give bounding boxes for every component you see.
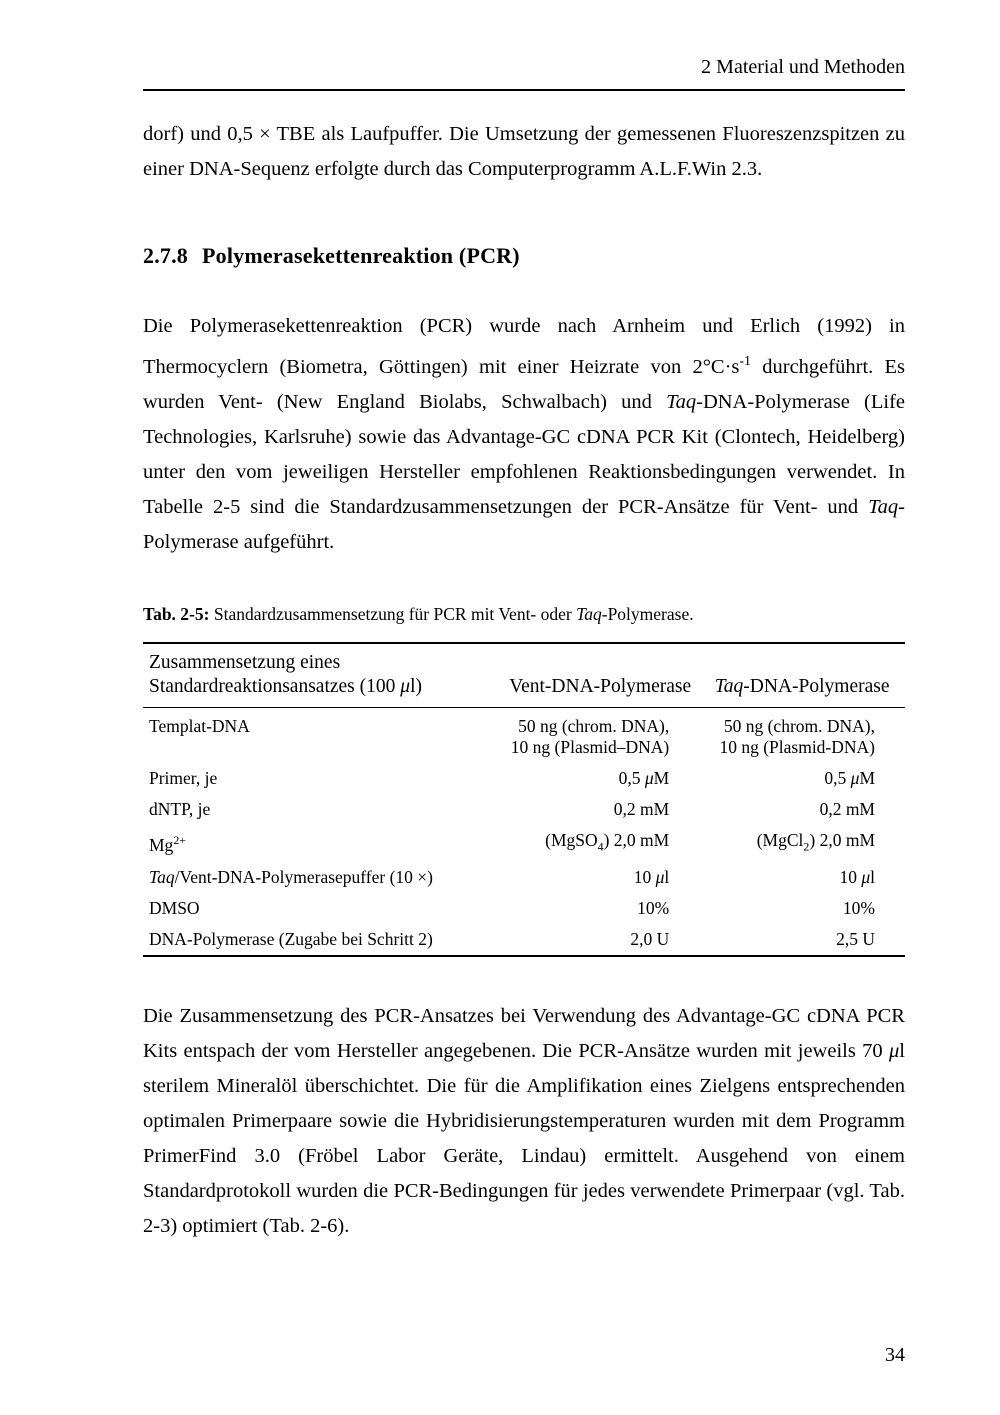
table-cell-vent-value: 0,5 μM (618, 767, 670, 788)
table-cell-vent-value: 10 μl (633, 867, 670, 888)
table-row-mg (143, 825, 905, 863)
pcr-composition-table (143, 642, 905, 958)
closing-paragraph: Die Zusammensetzung des PCR-Ansatzes bei Verwendung des Advantage-GC cDNA PCR Kits entspach der vom Hersteller angegebenen. Die PCR-Ansätze wurden mit jeweils 70 μl sterilem Mineralöl überschichtet. Die für die Amplifikation eines Zielgens entsprechenden optimalen Primerpaare sowie die Hybridisierungstemperaturen wurden mit dem Programm PrimerFind 3.0 (Fröbel Labor Geräte, Lindau) ermittelt. Ausgehend von einem Standardprotokoll wurden die PCR-Bedingungen für jedes verwendete Primerpaar (vgl. Tab. 2-3) optimiert (Tab. 2-6). (143, 1005, 905, 1238)
body-paragraph: Die Polymerasekettenreaktion (PCR) wurde nach Arnheim und Erlich (1992) in Thermocyclern (Biometra, Göttingen) mit einer Heizrate von $2^\circ C\cdot s^{-1}$ durchgeführt. Es wurden Vent- (New England Biolabs, Schwalbach) und Taq-DNA-Polymerase (Life Technologies, Karlsruhe) sowie das Advantage-GC cDNA PCR Kit (Clontech, Heidelberg) unter den vom jeweiligen Hersteller empfohlenen Reaktionsbedingungen verwendet. In Tabelle 2-5 sind die Standardzusammensetzungen der PCR-Ansätze für Vent- und Taq-Polymerase aufgeführt. (143, 315, 906, 553)
page-number: 34 (885, 1344, 905, 1366)
table-row-templat-dna (143, 707, 905, 763)
table-cell-taq-value: 2,5 U (836, 929, 875, 950)
table-cell-label: DNA-Polymerase (Zugabe bei Schritt 2) (149, 929, 433, 950)
table-cell-taq-value: 0,5 μM (824, 767, 875, 788)
table-row-polymerasepuffer (143, 862, 905, 893)
table-header-taq-polymerase: Taq-DNA-Polymerase (699, 643, 905, 708)
table-cell-label: dNTP, je (149, 798, 211, 819)
table-cell-taq-value: 0,2 mM (819, 798, 875, 819)
page-content (143, 0, 905, 1244)
table-row-dmso (143, 893, 905, 924)
section-number: 2.7.8 (143, 243, 188, 268)
table-header-row (143, 643, 905, 708)
table-cell-taq-value: 10 μl (839, 867, 875, 888)
table-cell-label: Templat-DNA (149, 715, 250, 736)
table-row-dna-polymerase (143, 924, 905, 956)
table-cell-taq-value: (MgCl$_2$) 2,0 mM (756, 829, 875, 854)
table-cell-label: Taq/Vent-DNA-Polymerasepuffer (10 ×) (149, 867, 434, 888)
table-cell-vent-value: 2,0 U (630, 929, 670, 950)
table-cell-taq-value: 50 ng (chrom. DNA), 10 ng (Plasmid-DNA) (719, 715, 875, 757)
running-header-text: 2 Material und Methoden (701, 56, 905, 78)
table-cell-label: $Mg^{2+}$ (149, 832, 186, 855)
running-header (143, 0, 905, 91)
table-cell-label: Primer, je (149, 767, 218, 788)
section-title: Polymerasekettenreaktion (PCR) (202, 243, 520, 268)
table-cell-vent-value: 10% (637, 898, 670, 919)
table-cell-vent-value: 50 ng (chrom. DNA), 10 ng (Plasmid–DNA) (510, 715, 670, 757)
table-row-dntp (143, 794, 905, 825)
section-heading (143, 243, 905, 269)
table-cell-vent-value: 0,2 mM (613, 798, 670, 819)
table-cell-taq-value: 10% (842, 898, 875, 919)
intro-paragraph: dorf) und 0,5 × TBE als Laufpuffer. Die Umsetzung der gemessenen Fluoreszenzspitzen zu einer DNA-Sequenz erfolgte durch das Computerprogramm A.L.F.Win 2.3. (143, 123, 905, 180)
table-header-vent-polymerase: Vent-DNA-Polymerase (501, 643, 699, 708)
table-caption: Tab. 2-5: Standardzusammensetzung für PCR mit Vent- oder Taq-Polymerase. (143, 603, 694, 624)
table-cell-vent-value: (MgSO$_4$) 2,0 mM (545, 829, 670, 854)
table-row-primer (143, 763, 905, 794)
table-header-composition: Zusammensetzung eines Standardreaktionsansatzes (100 μl) (143, 643, 501, 708)
table-cell-label: DMSO (149, 898, 200, 919)
